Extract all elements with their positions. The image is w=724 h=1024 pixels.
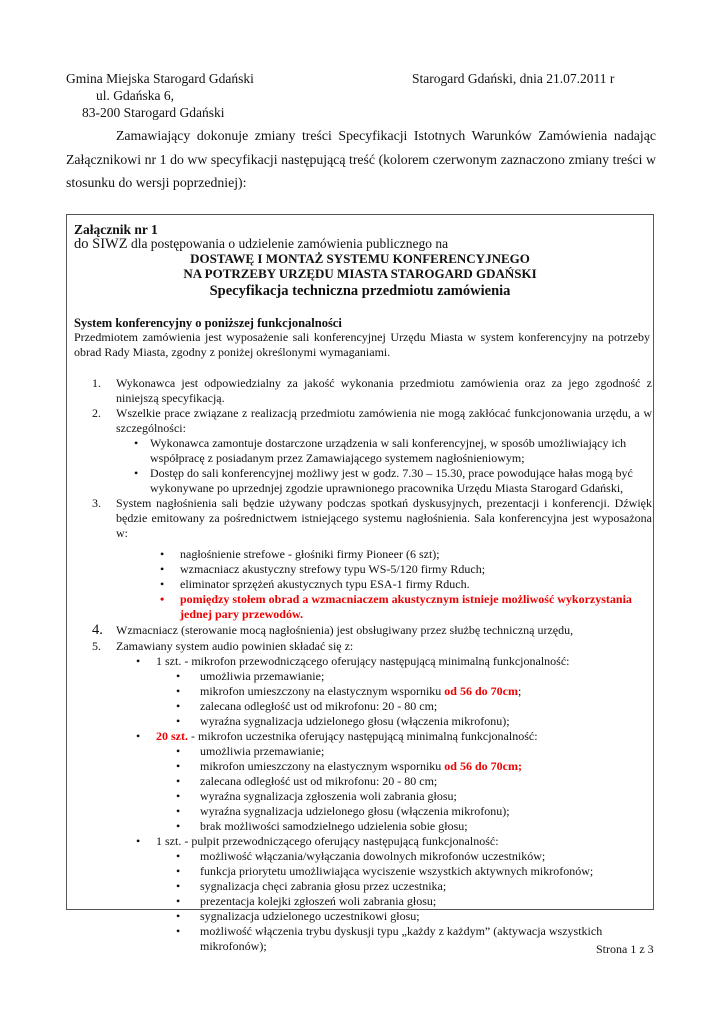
siwz-prefix: do SIWZ	[74, 236, 128, 252]
component-bullet	[136, 729, 652, 744]
section-text: Przedmiotem zamówienia jest wyposażenie sali konferencyjnej Urzędu Miasta w system konferencyjny na potrzeby obrad Rady Miasta, zgodny z poniżej określonymi wymaganiami.	[74, 330, 650, 359]
feature-bullet	[176, 894, 652, 909]
item-number: 4.	[92, 622, 103, 638]
item-text: Wzmacniacz (sterowanie mocą nagłośnienia) jest obsługiwany przez służbę techniczną urzędu,	[116, 623, 574, 637]
bullet-icon: •	[136, 834, 141, 848]
feature-bullet	[176, 849, 652, 864]
bullet-icon: •	[134, 466, 139, 480]
component-bullet	[136, 654, 652, 669]
bullet-text: Wykonawca zamontuje dostarczone urządzenia w sali konferencyjnej, w sposób umożliwiający ich współpracę z posiadanym przez Zamawiającego systemem nagłośnieniowym;	[150, 436, 627, 465]
feature-bullet	[176, 924, 652, 954]
bullet-icon: •	[160, 562, 165, 576]
bullet-icon: •	[176, 714, 181, 728]
bullet-icon: •	[176, 684, 181, 698]
bullet-text: prezentacja kolejki zgłoszeń woli zabrania głosu;	[200, 894, 437, 908]
heading-3: Specyfikacja techniczna przedmiotu zamówienia	[209, 283, 511, 299]
changed-text: od 56 do 70cm	[444, 684, 518, 698]
bullet-text: eliminator sprzężeń akustycznych typu ESA-1 firmy Rduch.	[180, 577, 470, 591]
bullet-icon: •	[176, 819, 181, 833]
bullet-icon: •	[176, 879, 181, 893]
feature-bullet	[176, 819, 652, 834]
bullet-icon: •	[176, 864, 181, 878]
place-date: Starogard Gdański, dnia 21.07.2011 r	[412, 71, 615, 86]
sub-bullet	[134, 466, 652, 496]
bullet-icon: •	[176, 699, 181, 713]
bullet-text: wyraźna sygnalizacja udzielonego głosu (włączenia mikrofonu);	[200, 714, 510, 728]
sender-name: Gmina Miejska Starogard Gdański	[66, 71, 254, 86]
feature-bullet	[176, 699, 652, 714]
bullet-text: umożliwia przemawianie;	[200, 669, 325, 683]
bullet-icon: •	[176, 759, 181, 773]
item-number: 3.	[92, 496, 101, 510]
component-bullet	[136, 834, 652, 849]
attachment-title: Załącznik nr 1	[74, 222, 158, 237]
item-number: 1.	[92, 376, 101, 390]
bullet-text: wzmacniacz akustyczny strefowy typu WS-5/120 firmy Rduch;	[180, 562, 486, 576]
text-part: - mikrofon uczestnika oferujący następującą minimalną funkcjonalność:	[188, 729, 538, 743]
bullet-text: wyraźna sygnalizacja udzielonego głosu (włączenia mikrofonu);	[200, 804, 510, 818]
feature-bullet	[176, 804, 652, 819]
equipment-bullet	[160, 562, 652, 577]
text-part: ;	[517, 684, 522, 698]
bullet-text: zalecana odległość ust od mikrofonu: 20 - 80 cm;	[200, 774, 438, 788]
feature-bullet	[176, 684, 652, 699]
bullet-icon: •	[176, 774, 181, 788]
feature-bullet	[176, 714, 652, 729]
bullet-icon: •	[160, 577, 165, 591]
bullet-text: sygnalizacja chęci zabrania głosu przez uczestnika;	[200, 879, 447, 893]
heading-2: NA POTRZEBY URZĘDU MIASTA STAROGARD GDAŃSKI	[183, 266, 537, 281]
feature-bullet	[176, 864, 652, 879]
sender-street: ul. Gdańska 6,	[96, 88, 174, 103]
bullet-text: funkcja priorytetu umożliwiająca wyciszenie wszystkich aktywnych mikrofonów;	[200, 864, 594, 878]
bullet-text: wyraźna sygnalizacja zgłoszenia woli zabrania głosu;	[200, 789, 457, 803]
heading-1: DOSTAWĘ I MONTAŻ SYSTEMU KONFERENCYJNEGO	[190, 251, 530, 266]
list-item-2	[74, 406, 652, 436]
bullet-icon: •	[160, 592, 165, 606]
text-part: mikrofon umieszczony na elastycznym wsporniku	[200, 684, 445, 698]
item-text: Wykonawca jest odpowiedzialny za jakość wykonania przedmiotu zamówienia oraz za jego zgodność z niniejszą specyfikacją.	[116, 376, 652, 405]
bullet-text: 1 szt. - mikrofon przewodniczącego oferujący następującą minimalną funkcjonalność:	[156, 654, 570, 668]
bullet-icon: •	[160, 547, 165, 561]
sender-city: 83-200 Starogard Gdański	[82, 105, 225, 120]
siwz-rest: dla postępowania o udzielenie zamówienia publicznego na	[127, 236, 449, 251]
bullet-text	[200, 684, 652, 699]
bullet-icon: •	[176, 909, 181, 923]
item-text: Wszelkie prace związane z realizacją przedmiotu zamówienia nie mogą zakłócać funkcjonowania urzędu, a w szczególności:	[116, 406, 652, 435]
equipment-bullet	[160, 547, 652, 562]
feature-bullet	[176, 909, 652, 924]
feature-bullet	[176, 774, 652, 789]
list-item-3	[74, 496, 652, 541]
bullet-text: nagłośnienie strefowe - głośniki firmy Pioneer (6 szt);	[180, 547, 440, 561]
page-number: Strona 1 z 3	[596, 942, 654, 956]
bullet-icon: •	[176, 849, 181, 863]
bullet-icon: •	[136, 729, 141, 743]
sub-bullet	[134, 436, 652, 466]
intro-paragraph: Zamawiający dokonuje zmiany treści Specyfikacji Istotnych Warunków Zamówienia nadając Załącznikowi nr 1 do ww specyfikacji następującą treść (kolorem czerwonym zaznaczono zmiany treści w stosunku do wersji poprzedniej):	[66, 128, 656, 190]
feature-bullet	[176, 759, 652, 774]
feature-bullet	[176, 879, 652, 894]
bullet-text	[156, 729, 652, 744]
equipment-bullet	[160, 577, 652, 592]
changed-text: od 56 do 70cm;	[444, 759, 522, 773]
bullet-text: brak możliwości samodzielnego udzielenia sobie głosu;	[200, 819, 468, 833]
bullet-icon: •	[176, 669, 181, 683]
bullet-text: pomiędzy stołem obrad a wzmacniaczem akustycznym istnieje możliwość wykorzystania jednej pary przewodów.	[180, 592, 632, 621]
text-part: mikrofon umieszczony na elastycznym wsporniku	[200, 759, 445, 773]
bullet-icon: •	[176, 924, 181, 938]
feature-bullet	[176, 669, 652, 684]
item-text: Zamawiany system audio powinien składać się z:	[116, 639, 354, 653]
bullet-text: możliwość włączenia trybu dyskusji typu „każdy z każdym” (aktywacja wszystkich mikrofonów);	[200, 924, 603, 953]
bullet-text: możliwość włączania/wyłączania dowolnych mikrofonów uczestników;	[200, 849, 546, 863]
bullet-text: sygnalizacja udzielonego uczestnikowi głosu;	[200, 909, 420, 923]
bullet-icon: •	[176, 804, 181, 818]
bullet-text: Dostęp do sali konferencyjnej możliwy jest w godz. 7.30 – 15.30, prace powodujące hałas mogą być wykonywane po uprzednjej zgodzie uprawnionego pracownika Urzędu Miasta Starogard Gdański,	[150, 466, 633, 495]
feature-bullet	[176, 789, 652, 804]
equipment-bullet-changed	[160, 592, 652, 622]
list-item-1	[74, 376, 652, 406]
feature-bullet	[176, 744, 652, 759]
bullet-text: umożliwia przemawianie;	[200, 744, 325, 758]
bullet-icon: •	[176, 789, 181, 803]
bullet-text: zalecana odległość ust od mikrofonu: 20 - 80 cm;	[200, 699, 438, 713]
bullet-icon: •	[176, 894, 181, 908]
bullet-text	[200, 759, 652, 774]
item-text: System nagłośnienia sali będzie używany podczas spotkań dyskusyjnych, prezentacji i konferencji. Dźwięk będzie emitowany za pośrednictwem istniejącego systemu nagłośnienia. Sala konferencyjna jest wyposażona w:	[116, 496, 652, 540]
changed-text: 20 szt.	[156, 729, 188, 743]
bullet-text: 1 szt. - pulpit przewodniczącego oferujący następującą funkcjonalność:	[156, 834, 499, 848]
list-item-5	[74, 639, 652, 654]
section-title: System konferencyjny o poniższej funkcjonalności	[74, 316, 342, 330]
bullet-icon: •	[134, 436, 139, 450]
requirements-list	[74, 376, 652, 954]
bullet-icon: •	[176, 744, 181, 758]
list-item-4	[74, 622, 652, 639]
item-number: 2.	[92, 406, 101, 420]
item-number: 5.	[92, 639, 101, 653]
bullet-icon: •	[136, 654, 141, 668]
